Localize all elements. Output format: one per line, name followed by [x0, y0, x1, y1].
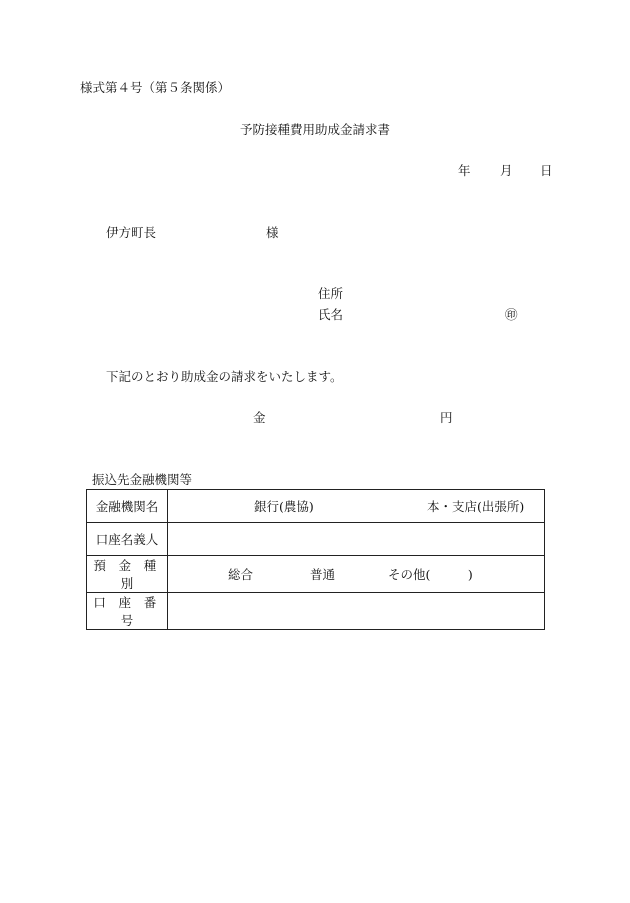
document-title: 予防接種費用助成金請求書: [239, 122, 390, 137]
bank-type-text: 銀行(農協): [254, 499, 314, 514]
deposit-type-ordinary-option[interactable]: 普通: [310, 567, 336, 582]
branch-type-text: 本・支店(出張所): [427, 499, 525, 514]
bank-section-title: 振込先金融機関等: [92, 472, 193, 487]
bank-row-type: [87, 556, 545, 593]
date-day-label: 日: [540, 163, 553, 178]
form-number: 様式第４号（第５条関係）: [80, 80, 231, 95]
applicant-address-label: 住所: [318, 286, 344, 301]
amount-unit: 円: [440, 410, 453, 425]
account-number-label: 口 座 番 号: [87, 593, 168, 630]
addressee-honorific: 様: [266, 225, 279, 240]
institution-name-field[interactable]: [168, 490, 545, 523]
account-number-field[interactable]: [168, 593, 545, 630]
date-month-label: 月: [500, 163, 513, 178]
bank-row-number: [87, 593, 545, 630]
bank-row-holder: [87, 523, 545, 556]
amount-label: 金: [253, 410, 266, 425]
deposit-type-field[interactable]: [168, 556, 545, 593]
deposit-type-other-option[interactable]: その他( ): [388, 567, 473, 582]
bank-details-table: [86, 489, 545, 630]
bank-row-institution: [87, 490, 545, 523]
addressee-name: 伊方町長: [106, 225, 157, 240]
deposit-type-general-option[interactable]: 総合: [228, 567, 254, 582]
applicant-name-label: 氏名: [318, 307, 344, 322]
deposit-type-label: 預 金 種 別: [87, 556, 168, 593]
account-holder-field[interactable]: [168, 523, 545, 556]
date-year-label: 年: [458, 163, 471, 178]
institution-name-label: 金融機関名: [87, 490, 168, 523]
account-holder-label: 口座名義人: [87, 523, 168, 556]
seal-mark-icon: ㊞: [505, 307, 518, 322]
request-statement: 下記のとおり助成金の請求をいたします。: [106, 369, 343, 384]
